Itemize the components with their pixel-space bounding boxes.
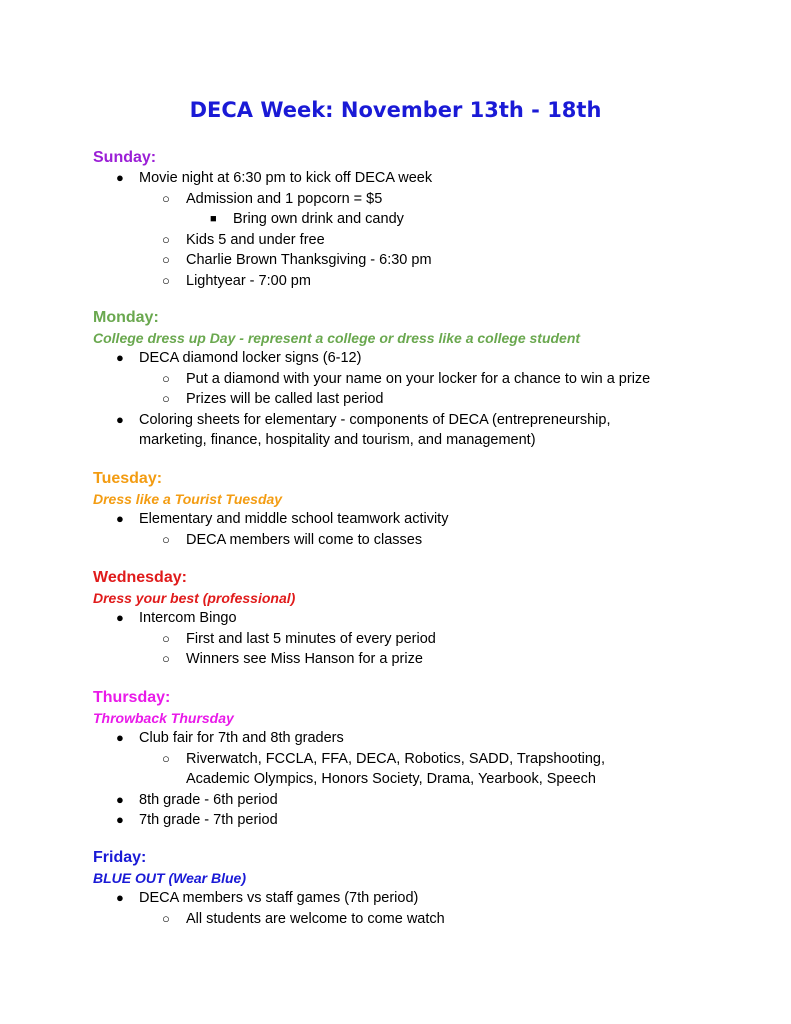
list-item: ● Coloring sheets for elementary - components of DECA (entrepreneurship, (93, 410, 733, 431)
day-heading-monday: Monday: (93, 309, 159, 326)
hollow-circle-bullet: ○ (162, 272, 170, 288)
day-heading-friday: Friday: (93, 849, 147, 866)
theme-monday: College dress up Day - represent a college or dress like a college student (93, 330, 581, 346)
hollow-circle-bullet: ○ (162, 252, 170, 267)
list-item: ○ Put a diamond with your name on your locker for a chance to win a prize (93, 369, 733, 390)
hollow-circle-bullet: ○ (162, 531, 170, 547)
list-item: ○ DECA members will come to classes (93, 530, 733, 551)
list-item: ● Movie night at 6:30 pm to kick off DECA week (93, 168, 733, 189)
list-item: ● DECA members vs staff games (7th period) (93, 888, 733, 909)
list-item-continuation: Academic Olympics, Honors Society, Drama, Yearbook, Speech (186, 771, 596, 787)
section-friday (93, 848, 733, 929)
filled-circle-bullet: ● (116, 350, 124, 365)
list-item: ○ Admission and 1 popcorn = $5 (93, 189, 733, 210)
hollow-circle-bullet: ○ (162, 190, 170, 206)
hollow-circle-bullet: ○ (162, 910, 170, 926)
hollow-circle-bullet: ○ (162, 750, 170, 766)
section-thursday (93, 688, 733, 831)
list-item: ● 7th grade - 7th period (93, 810, 733, 831)
day-heading-tuesday: Tuesday: (93, 470, 163, 487)
filled-circle-bullet: ● (116, 791, 124, 807)
section-wednesday (93, 568, 733, 670)
day-heading-sunday: Sunday: (93, 149, 157, 166)
list-item: ○ First and last 5 minutes of every period (93, 629, 733, 650)
filled-circle-bullet: ● (116, 610, 124, 625)
list-item: ○ Kids 5 and under free (93, 230, 733, 251)
theme-thursday: Throwback Thursday (93, 710, 234, 726)
filled-circle-bullet: ● (116, 812, 124, 827)
list-item-continuation: marketing, finance, hospitality and tourism, and management) (139, 432, 536, 448)
day-heading-thursday: Thursday: (93, 689, 171, 706)
square-bullet: ■ (210, 213, 217, 225)
section-monday (93, 308, 733, 451)
filled-circle-bullet: ● (116, 730, 124, 745)
hollow-circle-bullet: ○ (162, 370, 170, 386)
list-item: ○ Prizes will be called last period (93, 389, 733, 410)
list-item: ● Club fair for 7th and 8th graders (93, 728, 733, 749)
theme-tuesday: Dress like a Tourist Tuesday (93, 491, 283, 507)
hollow-circle-bullet: ○ (162, 651, 170, 666)
hollow-circle-bullet: ○ (162, 391, 170, 406)
list-item: ○ All students are welcome to come watch (93, 909, 733, 930)
list-item: ● DECA diamond locker signs (6-12) (93, 348, 733, 369)
list-item: ○ Lightyear - 7:00 pm (93, 271, 733, 292)
hollow-circle-bullet: ○ (162, 630, 170, 646)
theme-wednesday: Dress your best (professional) (93, 590, 296, 606)
list-item: ○ Winners see Miss Hanson for a prize (93, 649, 733, 670)
filled-circle-bullet: ● (116, 411, 124, 427)
list-item: ● Elementary and middle school teamwork activity (93, 509, 733, 530)
list-item: ○ Charlie Brown Thanksgiving - 6:30 pm (93, 250, 733, 271)
filled-circle-bullet: ● (116, 890, 124, 905)
list-item: ● 8th grade - 6th period (93, 790, 733, 811)
filled-circle-bullet: ● (116, 170, 124, 185)
list-item: ○ Riverwatch, FCCLA, FFA, DECA, Robotics, SADD, Trapshooting, (93, 749, 733, 770)
filled-circle-bullet: ● (116, 511, 124, 526)
day-heading-wednesday: Wednesday: (93, 569, 187, 586)
section-tuesday (93, 469, 733, 550)
section-sunday (93, 148, 733, 291)
list-item: ● Intercom Bingo (93, 608, 733, 629)
hollow-circle-bullet: ○ (162, 231, 170, 247)
page-title: DECA Week: November 13th - 18th (189, 98, 602, 122)
theme-friday: BLUE OUT (Wear Blue) (93, 870, 246, 886)
list-item: ■ Bring own drink and candy (93, 209, 733, 230)
